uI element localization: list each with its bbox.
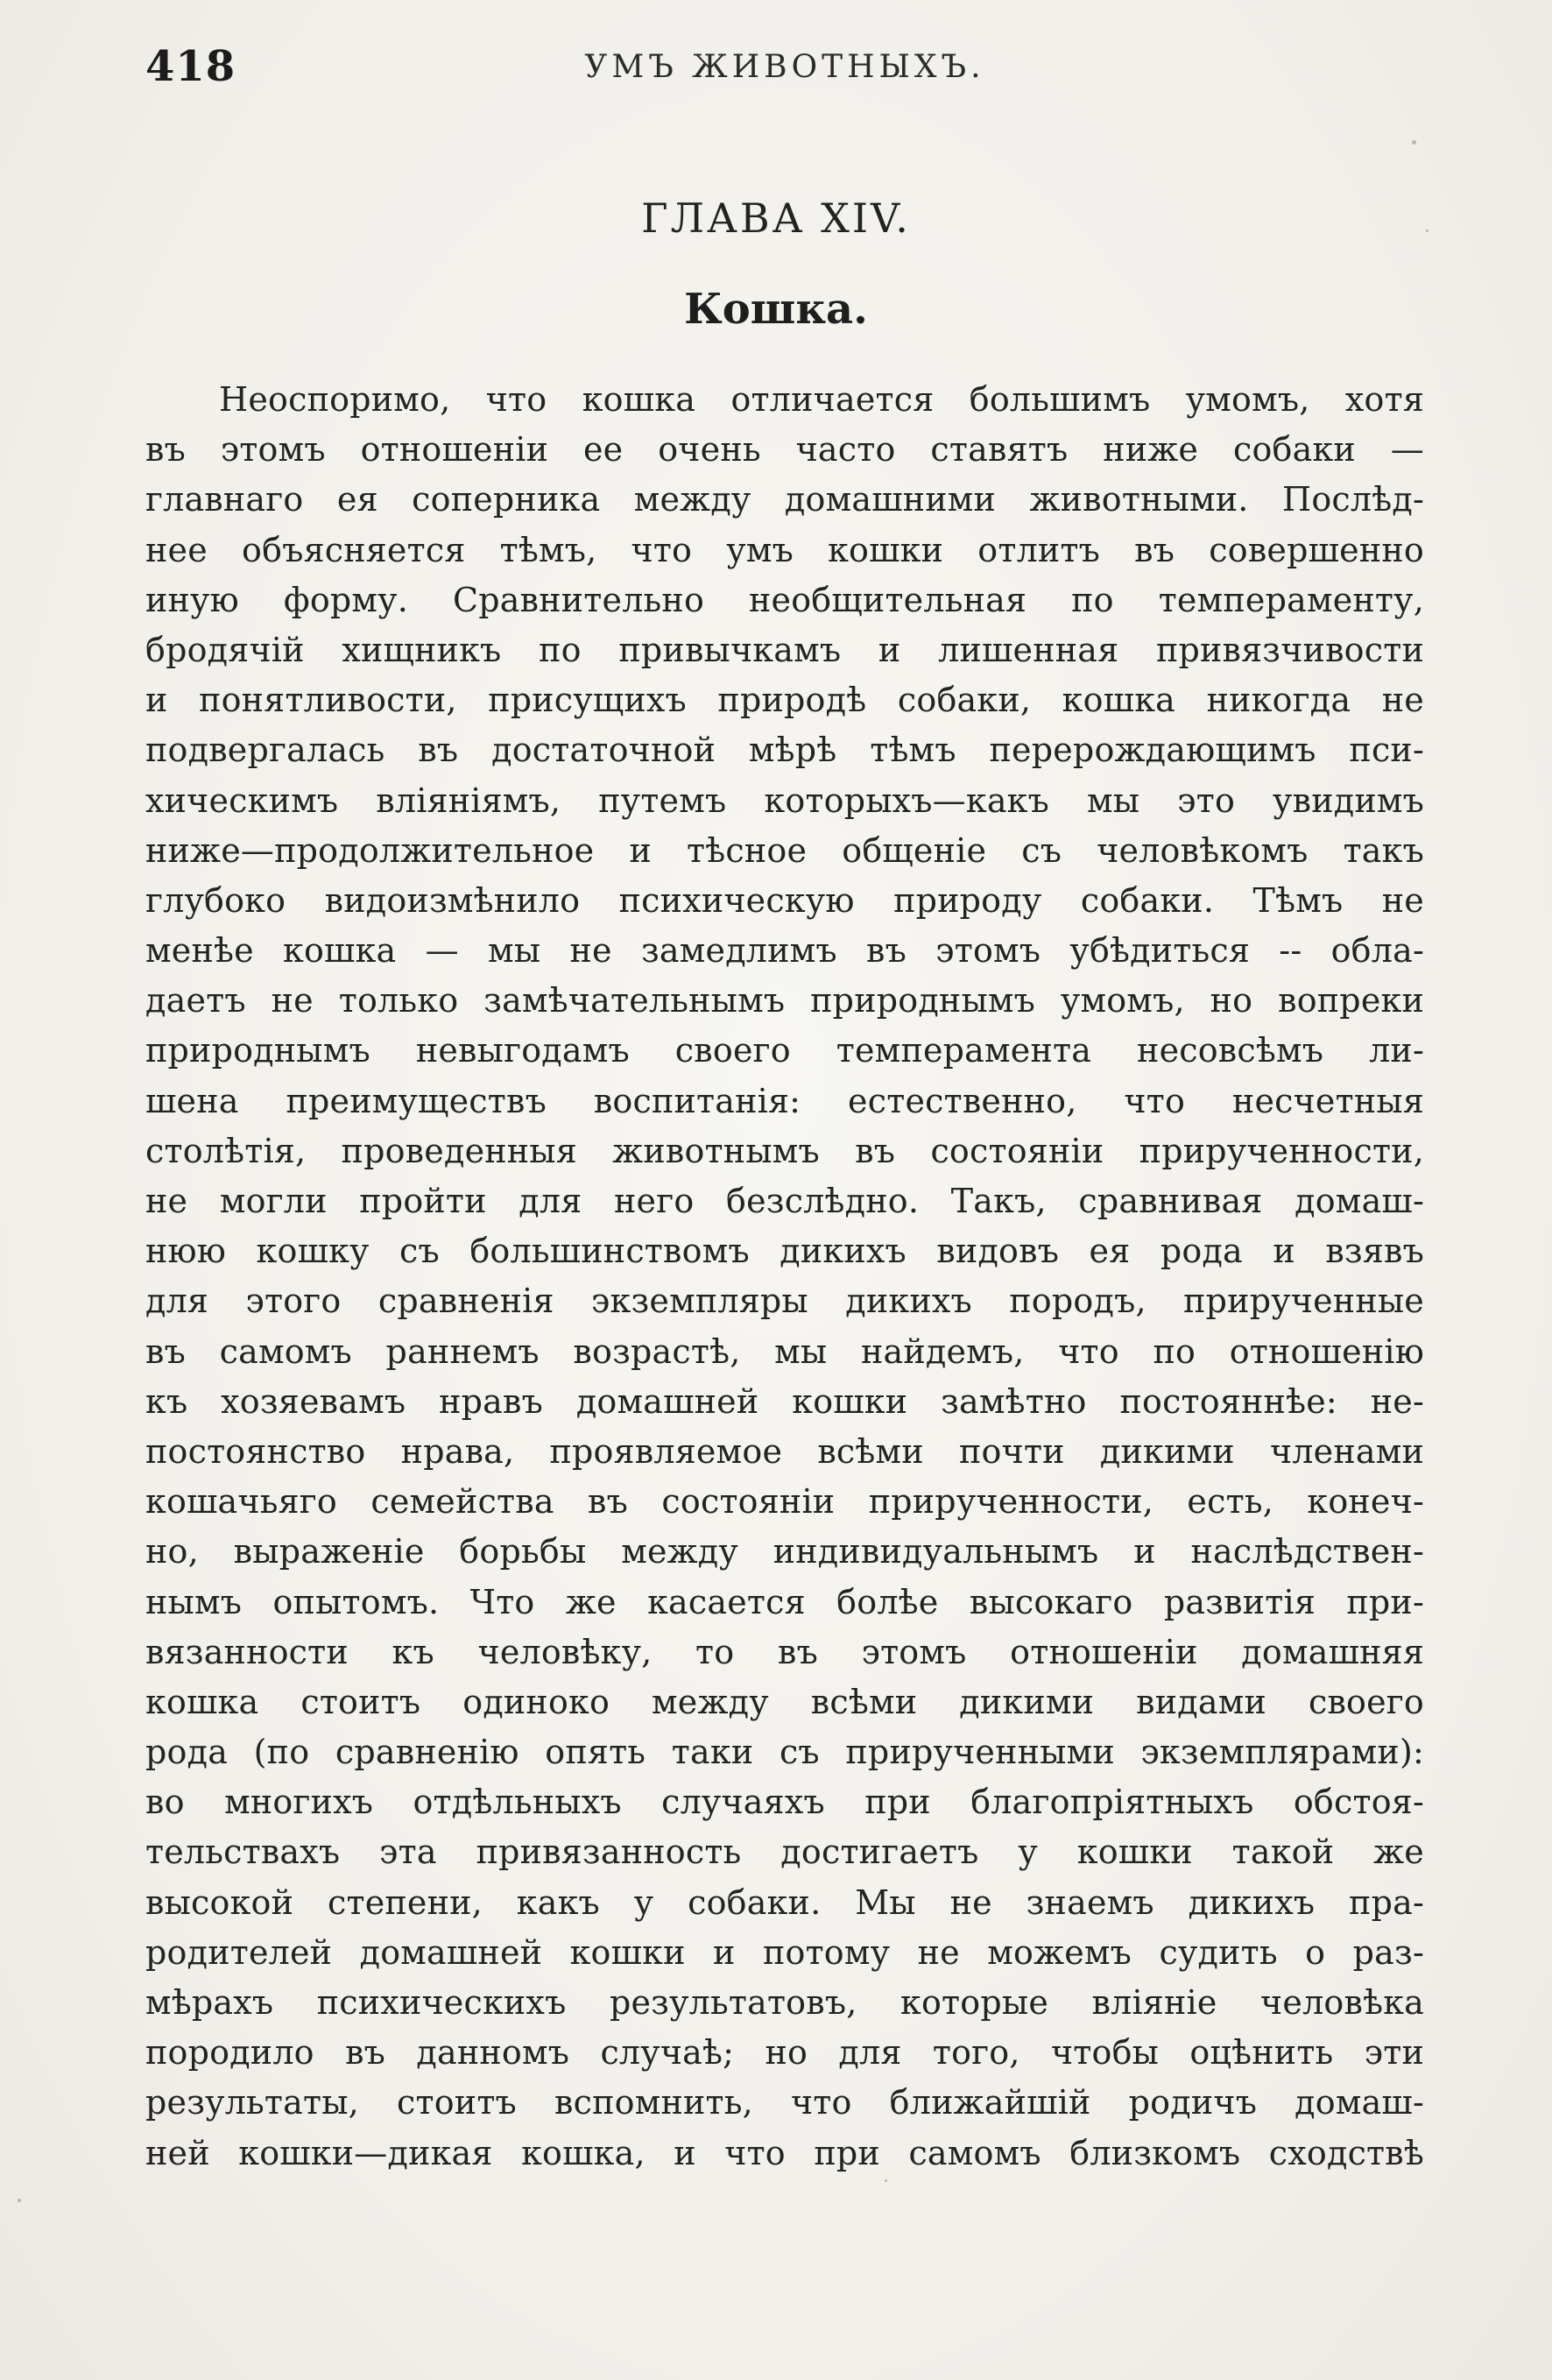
text-line: постоянство нрава, проявляемое всѣми почти дикими членами — [145, 1431, 1424, 1471]
text-line: шена преимуществъ воспитанiя: естественно, что несчетныя — [145, 1081, 1424, 1120]
text-line: не могли пройти для него безслѣдно. Такъ, сравнивая домаш- — [145, 1182, 1424, 1220]
section-title: Кошка. — [684, 285, 868, 334]
text-line: ней кошки—дикая кошка, и что при самомъ близкомъ сходствѣ — [145, 2133, 1424, 2172]
text-line: кошачьяго семейства въ состоянiи прирученности, есть, конеч- — [145, 1482, 1424, 1522]
paper-speck — [18, 2199, 21, 2202]
text-line: даетъ не только замѣчательнымъ природнымъ умомъ, но вопреки — [145, 981, 1424, 1021]
text-line: ниже—продолжительное и тѣсное общенiе съ человѣкомъ такъ — [145, 830, 1424, 870]
body-text — [145, 375, 1424, 2179]
text-line: для этого сравненiя экземпляры дикихъ породъ, прирученные — [145, 1282, 1424, 1321]
text-line: глубоко видоизмѣнило психическую природу собаки. Тѣмъ не — [145, 880, 1424, 920]
page-number: 418 — [145, 42, 236, 91]
text-line: хическимъ влiянiямъ, путемъ которыхъ—какъ мы это увидимъ — [145, 780, 1424, 820]
text-line: нымъ опытомъ. Что же касается болѣе высокаго развитiя при- — [145, 1582, 1424, 1621]
text-line: столѣтiя, проведенныя животнымъ въ состоянiи прирученности, — [145, 1131, 1424, 1170]
text-line: бродячiй хищникъ по привычкамъ и лишенная привязчивости — [145, 630, 1424, 669]
page-header — [145, 42, 1424, 95]
text-line: родителей домашней кошки и потому не можемъ судить о раз- — [145, 1932, 1424, 1972]
text-line: природнымъ невыгодамъ своего темперамента несовсѣмъ ли- — [145, 1031, 1424, 1070]
paper-speck — [1412, 140, 1416, 145]
text-line: вязанности къ человѣку, то въ этомъ отношенiи домашняя — [145, 1632, 1424, 1671]
running-head: УМЪ ЖИВОТНЫХЪ. — [584, 49, 985, 85]
text-line: иную форму. Сравнительно необщительная по темпераменту, — [145, 580, 1424, 619]
text-line: Неоспоримо, что кошка отличается большимъ умомъ, хотя — [219, 380, 1424, 419]
text-line: но, выраженiе борьбы между индивидуальнымъ и наслѣдствен- — [145, 1532, 1424, 1571]
text-line: результаты, стоитъ вспомнить, что ближайшiй родичъ домаш- — [145, 2083, 1424, 2122]
text-line: тельствахъ эта привязанность достигаетъ у кошки такой же — [145, 1833, 1424, 1872]
chapter-title: ГЛАВА XIV. — [641, 194, 911, 242]
text-line: подвергалась въ достаточной мѣрѣ тѣмъ перерождающимъ пси- — [145, 731, 1424, 770]
text-line: во многихъ отдѣльныхъ случаяхъ при благопрiятныхъ обстоя- — [145, 1783, 1424, 1822]
text-line: нюю кошку съ большинствомъ дикихъ видовъ ея рода и взявъ — [145, 1232, 1424, 1271]
text-line: въ самомъ раннемъ возрастѣ, мы найдемъ, что по отношенiю — [145, 1331, 1424, 1371]
text-line: въ этомъ отношенiи ее очень часто ставятъ ниже собаки — — [145, 430, 1424, 470]
text-line: мѣрахъ психическихъ результатовъ, которые влiянiе человѣка — [145, 1983, 1424, 2022]
text-line: нее объясняется тѣмъ, что умъ кошки отлитъ въ совершенно — [145, 530, 1424, 569]
text-line: главнаго ея соперника между домашними животными. Послѣд- — [145, 480, 1424, 519]
text-line: менѣе кошка — мы не замедлимъ въ этомъ убѣдиться -- обла- — [145, 931, 1424, 971]
text-line: къ хозяевамъ нравъ домашней кошки замѣтно постояннѣе: не- — [145, 1381, 1424, 1421]
text-line: высокой степени, какъ у собаки. Мы не знаемъ дикихъ пра- — [145, 1882, 1424, 1922]
text-line: рода (по сравненiю опять таки съ прирученными экземплярами): — [145, 1733, 1424, 1772]
text-line: и понятливости, присущихъ природѣ собаки, кошка никогда не — [145, 681, 1424, 720]
paper-speck — [1426, 230, 1429, 232]
text-line: кошка стоитъ одиноко между всѣми дикими видами своего — [145, 1682, 1424, 1721]
text-line: породило въ данномъ случаѣ; но для того, чтобы оцѣнить эти — [145, 2033, 1424, 2073]
paper-speck — [885, 2179, 887, 2182]
